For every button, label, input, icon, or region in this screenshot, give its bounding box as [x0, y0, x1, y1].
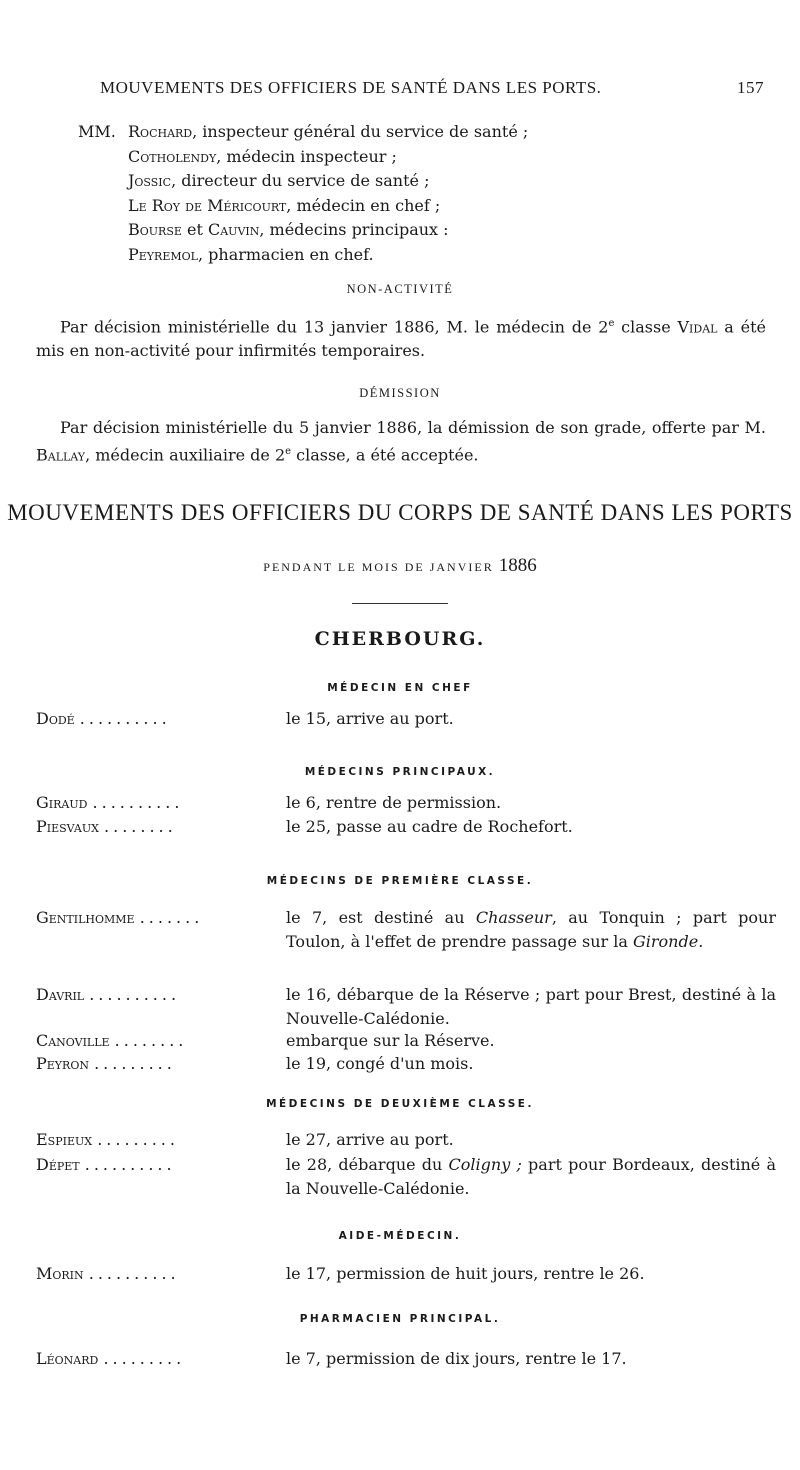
section-heading: PHARMACIEN PRINCIPAL.	[299, 1313, 501, 1325]
divider	[352, 603, 448, 604]
section-heading: MÉDECINS PRINCIPAUX.	[304, 766, 496, 778]
non-activite-heading: NON-ACTIVITÉ	[346, 282, 454, 296]
section-heading: AIDE-MÉDECIN.	[338, 1230, 462, 1242]
main-title: MOUVEMENTS DES OFFICIERS DU CORPS DE SANTÉ DANS LES PORTS	[7, 500, 793, 525]
list-item: Jossic, directeur du service de santé ;	[128, 171, 430, 190]
section-heading: MÉDECINS DE DEUXIÈME CLASSE.	[266, 1098, 534, 1110]
list-prefix: MM.	[78, 122, 116, 141]
demission-heading: DÉMISSION	[359, 386, 441, 400]
city-heading: CHERBOURG.	[314, 628, 486, 650]
list-item: Cotholendy, médecin inspecteur ;	[128, 146, 397, 166]
demission-paragraph: Par décision ministérielle du 5 janvier 1886, la démission de son grade, offerte par M. Ballay, médecin auxiliaire de 2e classe, a été acceptée.	[36, 418, 766, 465]
list-item: Rochard, inspecteur général du service de santé ;	[128, 122, 529, 141]
header-title: MOUVEMENTS DES OFFICIERS DE SANTÉ DANS LES PORTS.	[100, 78, 602, 97]
subtitle: PENDANT LE MOIS DE JANVIER 1886	[263, 555, 537, 576]
section-heading: MÉDECIN EN CHEF	[327, 682, 473, 694]
list-item: Peyremol, pharmacien en chef.	[128, 244, 374, 264]
page-number: 157	[737, 78, 764, 97]
section-heading: MÉDECINS DE PREMIÈRE CLASSE.	[266, 875, 534, 887]
non-activite-paragraph: Par décision ministérielle du 13 janvier 1886, M. le médecin de 2e classe Vidal a été mis en non-activité pour infirmités temporaires.	[36, 317, 766, 361]
list-item: Bourse et Cauvin, médecins principaux :	[128, 220, 449, 239]
list-item: Le Roy de Méricourt, médecin en chef ;	[128, 195, 441, 215]
